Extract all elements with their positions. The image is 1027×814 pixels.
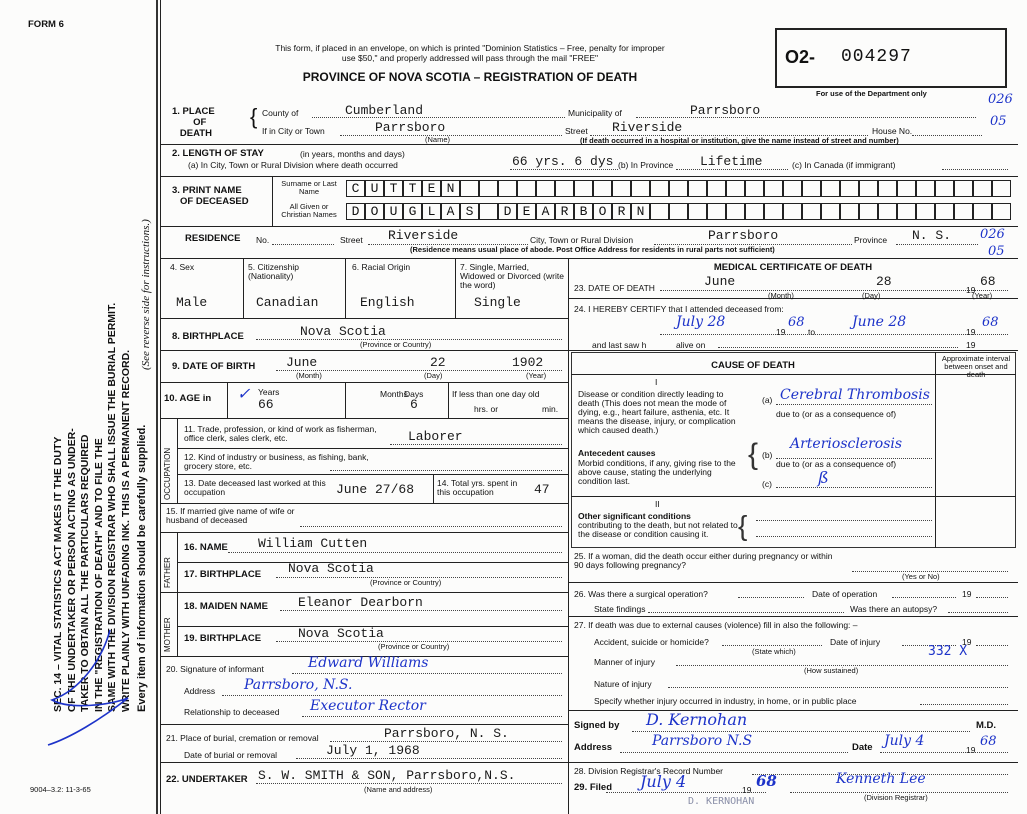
name-letter-cell <box>479 203 498 220</box>
name-letter-cell <box>859 180 878 197</box>
name-letter-cell: T <box>384 180 403 197</box>
name-letter-cell <box>745 203 764 220</box>
name-letter-cell: E <box>517 203 536 220</box>
place-of-death-label: 1. PLACE OF DEATH <box>172 106 215 139</box>
name-letter-cell <box>897 180 916 197</box>
name-letter-cell <box>669 203 688 220</box>
name-letter-cell: R <box>555 203 574 220</box>
death-registration-form: FORM 6 SEC. 14 – VITAL STATISTICS ACT MAKES IT THE DUTY OF THE UNDERTAKER OR PERSON ACTING AS UNDER- TAKER TO OBTAIN ALL THE PARTICULARS REQUIRED IN THE "REGISTRATION OF DEATH" AND TO FILE THE SAME WITH THE DIVISION REGISTRAR WHO SHALL ISSUE THE BURIAL PERMIT. WRITE PLAINLY WITH UNFADING INK. THIS IS A PERMANENT RECORD. Every item of information should be carefully supplied. (See reverse side for instructions.) 9004–3.2: 11-3-65 This form, if placed in an envelope, on which is printed "Dominion Statistics – Free, penalty for improper use $50," and properly addressed will pass through the mail "FREE" PROVINCE OF NOVA SCOTIA – REGISTRATION OF DEATH O2- 004297 For use of the Department only 026 05 1. PLACE OF DEATH { County of Cumberland Municipality of Parrsboro If in City or Town Parrsboro Street Riverside House No. (Name) (If death occurred in a hospital or institution, give the name instead of street and number) 2. LENGTH OF STAY (in years, months and days) (a) In City, Town or Rural Division where death occurred 66 yrs. 6 dys (b) In Province Lifetime (c) In Canada (if immigrant) 3. PRINT NAME OF DECEASED Surname or Last Name All Given or Christian Names C U T T E N D O U G L A S D E A R B O R N RESIDENCE No. Street Riverside City, Town or Rural Division Parrsboro Province N. S. (Residence means usual place of abode. Post Office Address for residents in rural parts not sufficient) 026 05 4. Sex Male 5. Citizenship (Nationality) Canadian 6. Racial Origin English 7. Single, Married, Widowed or Divorced (write the word) Single 8. BIRTHPLACE Nova Scotia (Province or Country) 9. DATE OF BIRTH June 22 1902 (Month) (Day) (Year) 10. AGE in ✓ Years 66 Months Days 6 If less than one day old hrs. or min. OCCUPATION 11. Trade, profession, or kind of work as fisherman, office clerk, sales clerk, etc. Laborer 12. Kind of industry or business, as fishing, bank, grocery store, etc. 13. Date deceased last worked at this occupation June 27/68 14. Total yrs. spent in this occupation 47 15. If married give name of wife or husband of deceased FATHER MOTHER 16. NAME William Cutten 17. BIRTHPLACE Nova Scotia (Province or Country) 18. MAIDEN NAME Eleanor Dearborn 19. BIRTHPLACE Nova Scotia (Province or Country) 20. Signature of informant Edward Williams Address Parrsboro, N.S. Relationship to deceased Executor Rector 21. Place of burial, cremation or removal Parrsboro, N. S. Date of burial or removal July 1, 1968 22. UNDERTAKER S. W. SMITH & SON, Parrsboro,N.S. (Name and address) MEDICAL CERTIFICATE OF DEATH 23. DATE OF DEATH June 28 19 68 (Month) (Day) (Year) 24. I HEREBY CERTIFY that I attended deceased from: July 28 19 68 to June 28 19 68 and last saw h alive on 19 CAUSE OF DEATH Approximate interval between onset and death I Disease or condition directly leading to death (This does not mean the mode of dying, e.g., heart failure, asthenia, etc. It means the disease, injury, or complication which caused death.) (a) Cerebral Thrombosis due to (or as a consequence of) Antecedent causes Morbid conditions, if any, giving rise to the above cause, stating the underlying condition last. { (b) Arteriosclerosis due to (or as a consequence of) (c) ß II Other significant conditions contributing to the death, but not related to the disease or condition causing it. { 25. If a woman, did the death occur either during pregnancy or within 90 days following pregnancy? (Yes or No) 26. Was there a surgical operation? Date of operation 19 State findings Was there an autopsy? 27. If death was due to external causes (violence) fill in also the following: – Accident, suicide or homicide? Date of injury 19 (State which) Manner of injury 332 X (How sustained) Nature of injury Specify whether injury occurred in industry, in home, or in public place Signed by D. Kernohan M.D. Address Parrsboro N.S Date July 4 19 68 28. Division Registrar's Record Number 29. Filed July 4 19 68 Kenneth Lee (Division Registrar) D. KERNOHAN <box>0 0 1027 814</box>
name-letter-cell <box>536 180 555 197</box>
burial-date: July 1, 1968 <box>326 743 420 758</box>
burial-place: Parrsboro, N. S. <box>384 726 509 741</box>
stay-city-value: 66 yrs. 6 dys <box>512 154 614 169</box>
residence-street: Riverside <box>388 228 459 243</box>
name-letter-cell: C <box>346 180 365 197</box>
signature-date: July 4 <box>884 733 925 749</box>
print-code: 9004–3.2: 11-3-65 <box>30 785 91 794</box>
informant-address: Parrsboro, N.S. <box>244 677 353 693</box>
statute-text: SEC. 14 – VITAL STATISTICS ACT MAKES IT THE DUTY OF THE UNDERTAKER OR PERSON ACTING AS UNDER- TAKER TO OBTAIN ALL THE PARTICULARS REQUIRED IN THE "REGISTRATION OF DEATH" AND TO FILE THE SAME WITH THE DIVISION REGISTRAR WHO SHALL ISSUE THE BURIAL PERMIT. WRITE PLAINLY WITH UNFADING INK. THIS IS A PERMANENT RECORD. <box>52 302 132 712</box>
name-letter-cell <box>707 203 726 220</box>
name-letter-cell <box>821 180 840 197</box>
name-letter-cell <box>897 203 916 220</box>
name-letter-cell <box>878 203 897 220</box>
dod-day: 28 <box>876 274 892 289</box>
postal-notice-1: This form, if placed in an envelope, on which is printed "Dominion Statistics – Free, penalty for improper <box>275 43 665 53</box>
municipality-value: Parrsboro <box>690 103 761 118</box>
attended-to: June 28 <box>852 314 907 330</box>
medical-title: MEDICAL CERTIFICATE OF DEATH <box>713 262 873 273</box>
dob-month: June <box>286 355 318 370</box>
name-letter-cell <box>593 180 612 197</box>
name-letter-cell <box>802 203 821 220</box>
age-days: 6 <box>410 397 418 412</box>
name-letter-cell <box>726 203 745 220</box>
attended-from: July 28 <box>676 314 726 330</box>
name-letter-cell <box>954 180 973 197</box>
age-years: 66 <box>258 397 274 412</box>
residence-city: Parrsboro <box>708 228 779 243</box>
name-letter-cell <box>688 180 707 197</box>
name-letter-cell <box>764 180 783 197</box>
margin-checkmark <box>40 620 150 760</box>
name-letter-cell: O <box>593 203 612 220</box>
name-letter-cell <box>498 180 517 197</box>
mother-birthplace: Nova Scotia <box>298 626 384 641</box>
cause-title: CAUSE OF DEATH <box>711 360 795 371</box>
physician-address: Parrsboro N.S <box>652 733 753 749</box>
name-letter-cell <box>973 203 992 220</box>
name-letter-cell <box>688 203 707 220</box>
registration-number-box: O2- 004297 <box>775 28 1007 88</box>
name-letter-cell: B <box>574 203 593 220</box>
stamp-code: 332 X <box>928 644 968 659</box>
sex-value: Male <box>176 295 208 310</box>
name-letter-cell <box>992 180 1011 197</box>
postal-notice-2: use $50," and properly addressed will pass through the mail "FREE" <box>341 53 599 63</box>
name-letter-cell: T <box>403 180 422 197</box>
reverse-note: (See reverse side for instructions.) <box>140 219 152 370</box>
informant-signature: Edward Williams <box>308 655 429 671</box>
name-letter-cell <box>631 180 650 197</box>
name-letter-cell <box>574 180 593 197</box>
registrar-signature: Kenneth Lee <box>836 771 926 787</box>
registration-number: 004297 <box>841 47 912 67</box>
mother-maiden-name: Eleanor Dearborn <box>298 595 423 610</box>
name-letter-cell: N <box>441 180 460 197</box>
name-letter-cell <box>745 180 764 197</box>
undertaker-value: S. W. SMITH & SON, Parrsboro,N.S. <box>258 768 516 783</box>
name-letter-cell: U <box>384 203 403 220</box>
informant-relationship: Executor Rector <box>310 698 426 714</box>
cause-a: Cerebral Thrombosis <box>780 387 930 403</box>
father-name: William Cutten <box>258 536 368 551</box>
name-letter-cell <box>916 203 935 220</box>
form-number: FORM 6 <box>28 19 64 30</box>
name-letter-cell <box>555 180 574 197</box>
last-worked-value: June 27/68 <box>336 482 415 497</box>
city-value: Parrsboro <box>375 120 446 135</box>
name-letter-cell: S <box>460 203 479 220</box>
name-letter-cell <box>935 203 954 220</box>
name-letter-cell: R <box>612 203 631 220</box>
dob-day: 22 <box>430 355 446 370</box>
stay-province-value: Lifetime <box>700 154 763 169</box>
name-letter-cell <box>650 180 669 197</box>
name-letter-cell <box>821 203 840 220</box>
name-letter-cell <box>726 180 745 197</box>
name-letter-cell <box>802 180 821 197</box>
name-letter-cell <box>517 180 536 197</box>
name-letter-cell <box>783 203 802 220</box>
name-letter-cell <box>650 203 669 220</box>
racial-value: English <box>360 295 415 310</box>
name-letter-cell <box>707 180 726 197</box>
form-title: PROVINCE OF NOVA SCOTIA – REGISTRATION OF DEATH <box>302 70 638 84</box>
name-letter-cell: U <box>365 180 384 197</box>
citizenship-value: Canadian <box>256 295 319 310</box>
physician-signature: D. Kernohan <box>646 710 748 729</box>
birthplace-value: Nova Scotia <box>300 324 386 339</box>
name-letter-cell <box>669 180 688 197</box>
name-letter-cell: D <box>346 203 365 220</box>
dod-month: June <box>704 274 736 289</box>
name-letter-cell: G <box>403 203 422 220</box>
name-letter-cell: L <box>422 203 441 220</box>
trade-value: Laborer <box>408 429 463 444</box>
father-birthplace: Nova Scotia <box>288 561 374 576</box>
name-letter-cell <box>479 180 498 197</box>
name-letter-cell <box>935 180 954 197</box>
name-letter-cell <box>840 203 859 220</box>
dod-year: 68 <box>980 274 996 289</box>
physician-stamp: D. KERNOHAN <box>688 796 755 807</box>
name-letter-cell: N <box>631 203 650 220</box>
name-letter-cell <box>916 180 935 197</box>
name-letter-cell <box>859 203 878 220</box>
supply-note: Every item of information should be carefully supplied. <box>136 424 148 712</box>
name-letter-cell <box>764 203 783 220</box>
marital-value: Single <box>474 295 521 310</box>
filed-date: July 4 <box>640 772 687 791</box>
name-letter-cell: D <box>498 203 517 220</box>
name-letter-cell <box>992 203 1011 220</box>
name-letter-cell <box>973 180 992 197</box>
cause-b: Arteriosclerosis <box>790 436 903 452</box>
name-letter-cell <box>612 180 631 197</box>
name-letter-cell <box>460 180 479 197</box>
dob-year: 1902 <box>512 355 544 370</box>
name-letter-cell <box>783 180 802 197</box>
street-value: Riverside <box>612 120 683 135</box>
name-letter-cell <box>954 203 973 220</box>
total-years-value: 47 <box>534 482 550 497</box>
name-letter-cell: E <box>422 180 441 197</box>
county-value: Cumberland <box>345 103 424 118</box>
name-letter-cell <box>878 180 897 197</box>
residence-province: N. S. <box>912 228 952 243</box>
name-letter-cell <box>840 180 859 197</box>
name-letter-cell: A <box>441 203 460 220</box>
name-letter-cell: O <box>365 203 384 220</box>
name-letter-cell: A <box>536 203 555 220</box>
